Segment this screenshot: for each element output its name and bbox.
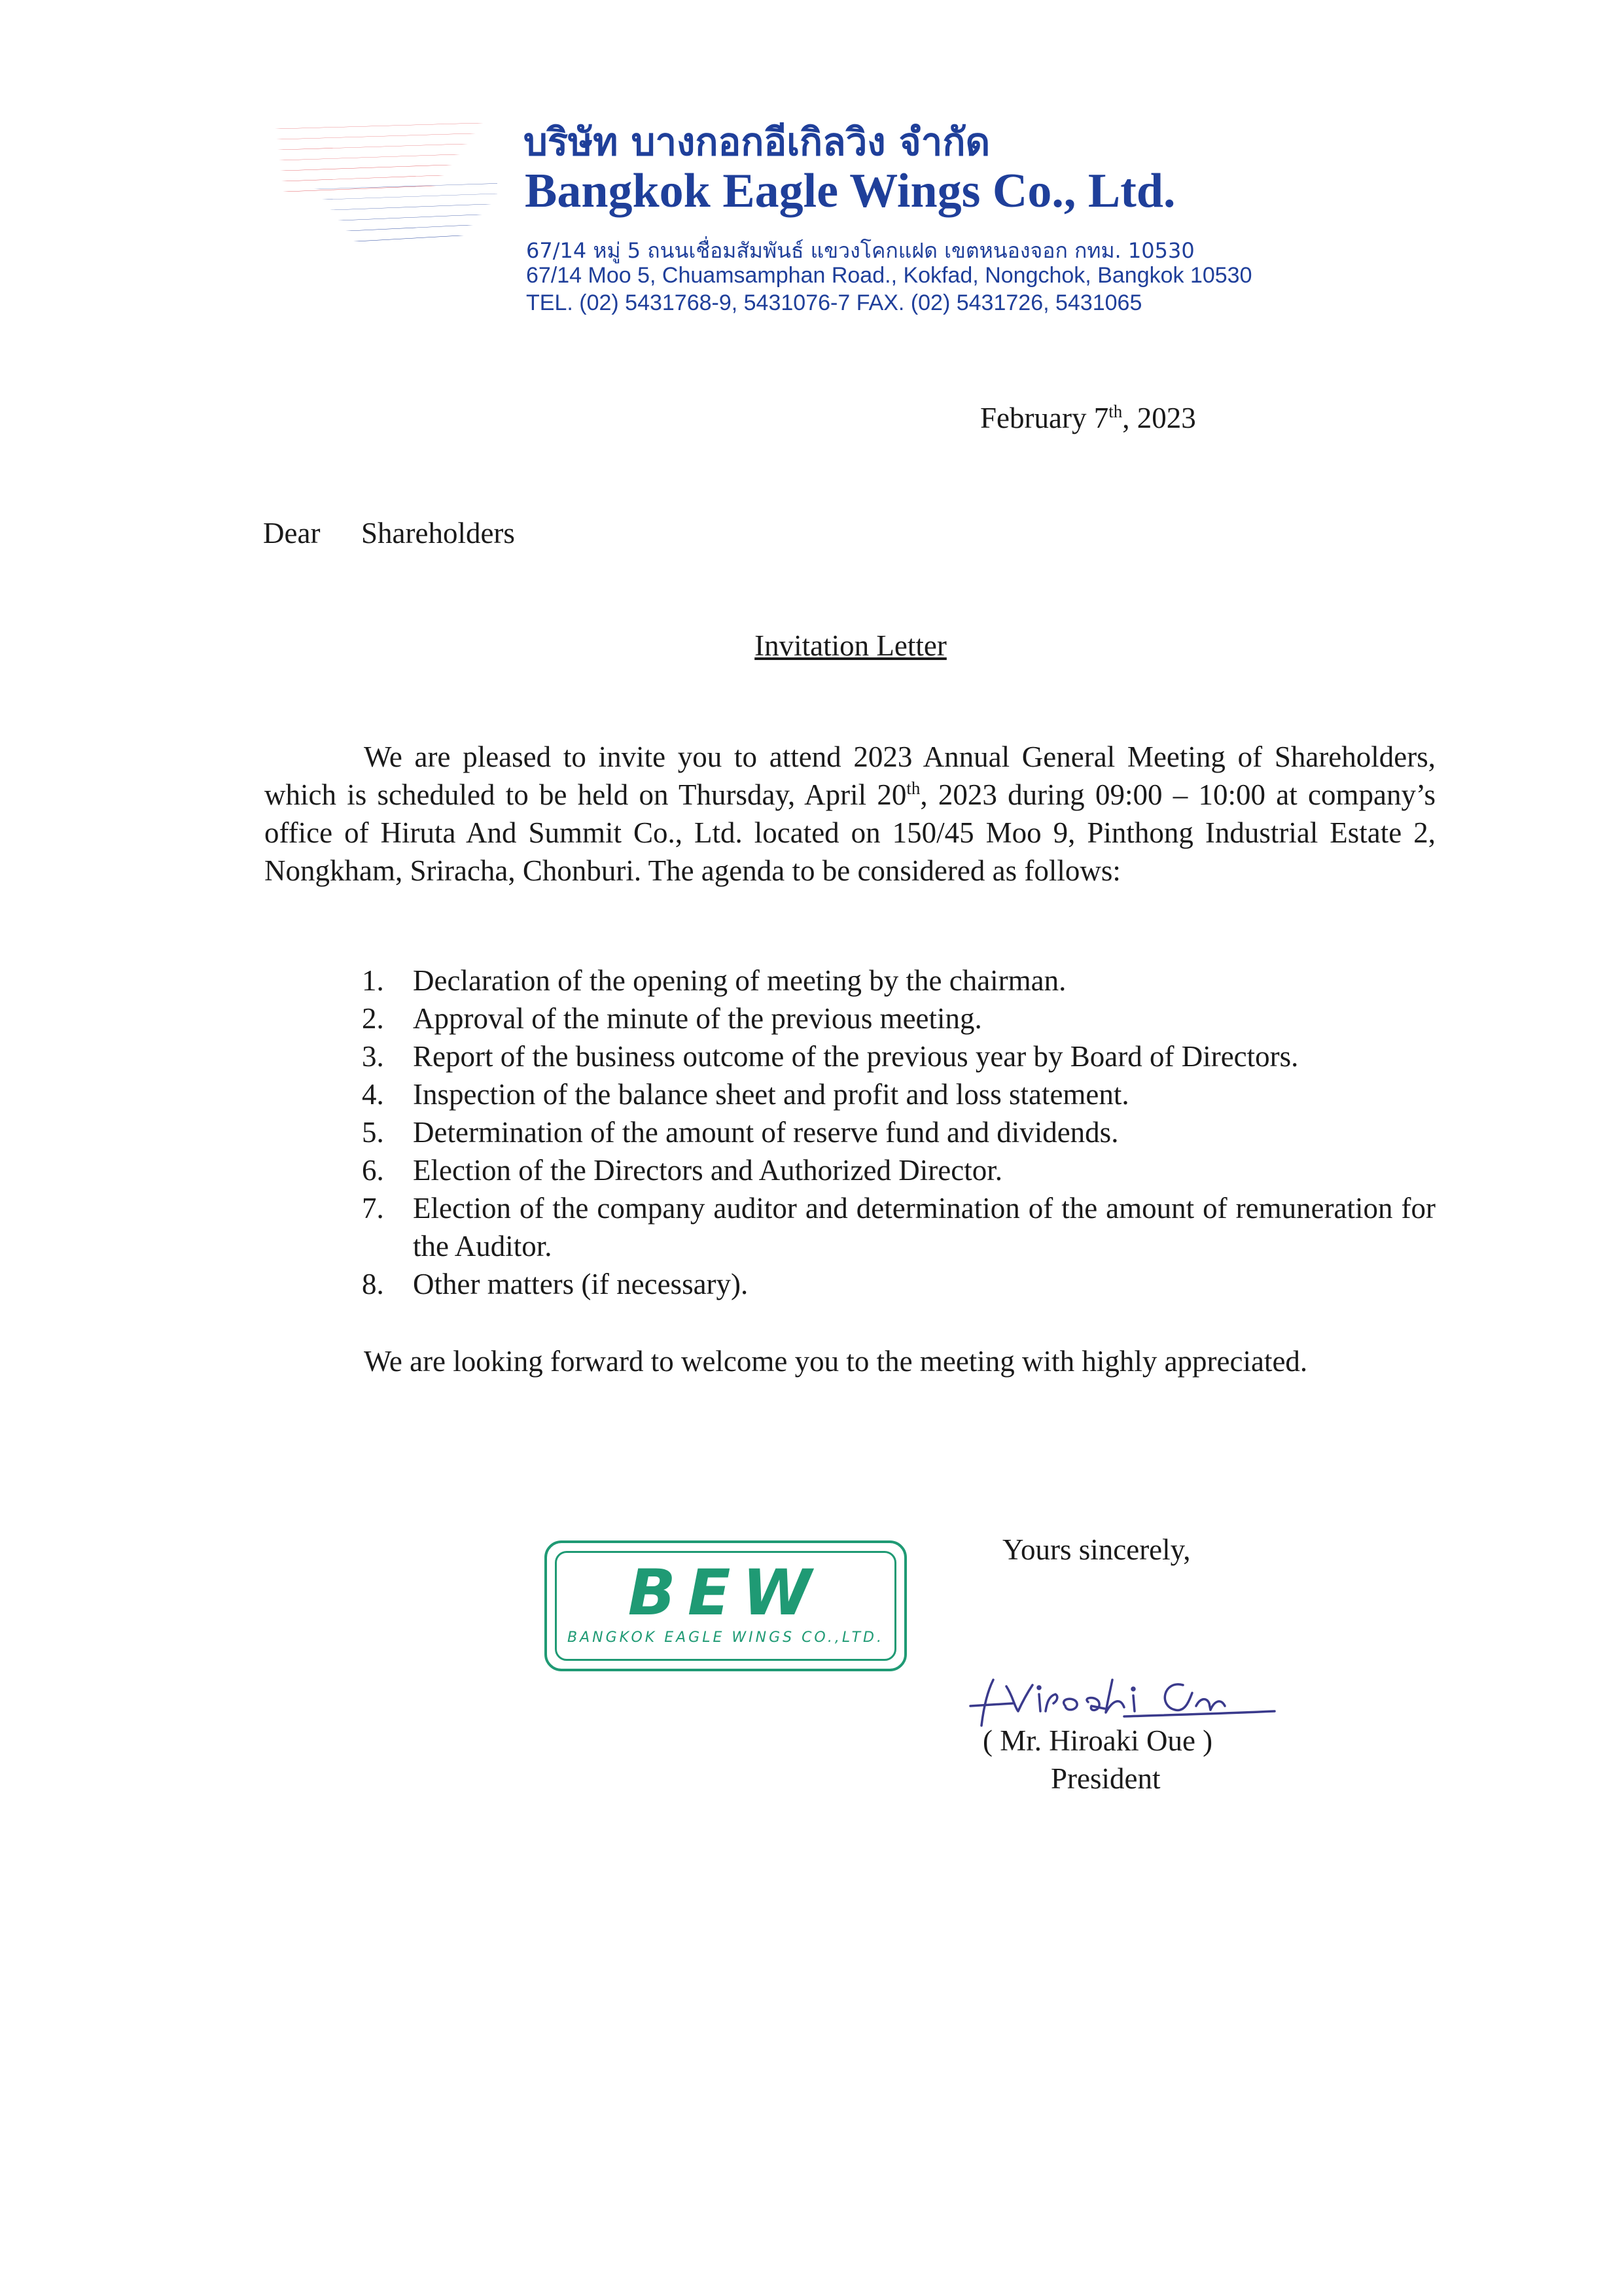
agenda-text: Election of the Directors and Authorized Director. [413, 1154, 1002, 1187]
list-item [362, 1075, 1436, 1113]
date-text: February 7 [980, 402, 1109, 434]
signer-name: ( Mr. Hiroaki Oue ) [983, 1724, 1213, 1757]
sign-off: Yours sincerely, [1002, 1533, 1191, 1566]
list-item [362, 1189, 1436, 1265]
agenda-text: Declaration of the opening of meeting by the chairman. [413, 964, 1067, 997]
date-year: , 2023 [1122, 402, 1196, 434]
agenda-text: Other matters (if necessary). [413, 1268, 749, 1300]
list-item [362, 1151, 1436, 1189]
date-suffix: th [1108, 402, 1123, 421]
logo-stripe [279, 154, 460, 160]
agenda-number: 3. [362, 1040, 384, 1073]
logo-stripe [276, 133, 476, 139]
agenda-number: 1. [362, 964, 384, 997]
logo-stripe [330, 204, 491, 210]
agenda-text: Inspection of the balance sheet and profit and loss statement. [413, 1078, 1129, 1111]
list-item [362, 962, 1436, 1000]
agenda-text: Election of the company auditor and determination of the amount of remuneration for the Auditor. [413, 1192, 1436, 1262]
letter-subject: Invitation Letter [754, 629, 947, 662]
agenda-text: Approval of the minute of the previous meeting. [413, 1002, 982, 1035]
closing-sentence: We are looking forward to welcome you to the meeting with highly appreciated. [364, 1345, 1308, 1378]
greeting [263, 514, 515, 552]
signer-title: President [1051, 1762, 1161, 1795]
list-item [362, 1265, 1436, 1303]
address-thai: 67/14 หมู่ 5 ถนนเชื่อมสัมพันธ์ แขวงโคกแฝด เขตหนองจอก กทม. 10530 [526, 238, 1195, 263]
company-name-english: Bangkok Eagle Wings Co., Ltd. [525, 164, 1176, 218]
logo-stripe [281, 175, 444, 181]
logo-stripe [338, 215, 482, 220]
agenda-list [362, 962, 1436, 1303]
letterhead [275, 111, 1387, 321]
agenda-text: Report of the business outcome of the previous year by Board of Directors. [413, 1040, 1299, 1073]
company-stamp [544, 1540, 907, 1671]
list-item [362, 1113, 1436, 1151]
letter-date [980, 399, 1196, 437]
logo-stripe [280, 165, 452, 171]
body-date-suffix: th [906, 778, 921, 798]
logo-stripe [353, 235, 464, 241]
list-item [362, 1037, 1436, 1075]
logo-stripe [314, 183, 497, 189]
agenda-text: Determination of the amount of reserve fund and dividends. [413, 1116, 1119, 1149]
body-paragraph [264, 738, 1436, 890]
body-part-1: We are pleased to invite you to attend 2023 Annual General Meeting of Shareholders, which is scheduled to be held on Thursday, April 20 [264, 740, 1436, 811]
list-item [362, 1000, 1436, 1037]
agenda-number: 4. [362, 1078, 384, 1111]
logo-stripe [283, 186, 436, 192]
agenda-number: 7. [362, 1192, 384, 1225]
agenda-number: 8. [362, 1268, 384, 1300]
company-name-thai: บริษัท บางกอกอีเกิลวิง จำกัด [523, 120, 991, 164]
agenda-number: 2. [362, 1002, 384, 1035]
striped-wing-logo-icon [275, 118, 497, 249]
logo-stripe [275, 123, 484, 129]
logo-stripe [322, 194, 497, 200]
body-part-2: , 2023 during 09:00 – 10:00 at company’s office of Hiruta And Summit Co., Ltd. located on 150/45 Moo 9, Pinthong Industrial Estate 2, Nongkham, Sriracha, Chonburi. The agenda to be considered as follows: [264, 778, 1436, 887]
recipient: Shareholders [361, 517, 515, 549]
logo-stripe [277, 144, 468, 150]
agenda-number: 6. [362, 1154, 384, 1187]
stamp-logo-text: BEW [627, 1556, 824, 1629]
logo-stripe [345, 225, 473, 231]
salutation: Dear [263, 517, 321, 549]
address-english: 67/14 Moo 5, Chuamsamphan Road., Kokfad, Nongchok, Bangkok 10530 [526, 263, 1252, 288]
agenda-number: 5. [362, 1116, 384, 1149]
contact-numbers: TEL. (02) 5431768-9, 5431076-7 FAX. (02) 5431726, 5431065 [526, 290, 1142, 315]
stamp-subtitle: BANGKOK EAGLE WINGS CO.,LTD. [567, 1629, 884, 1646]
